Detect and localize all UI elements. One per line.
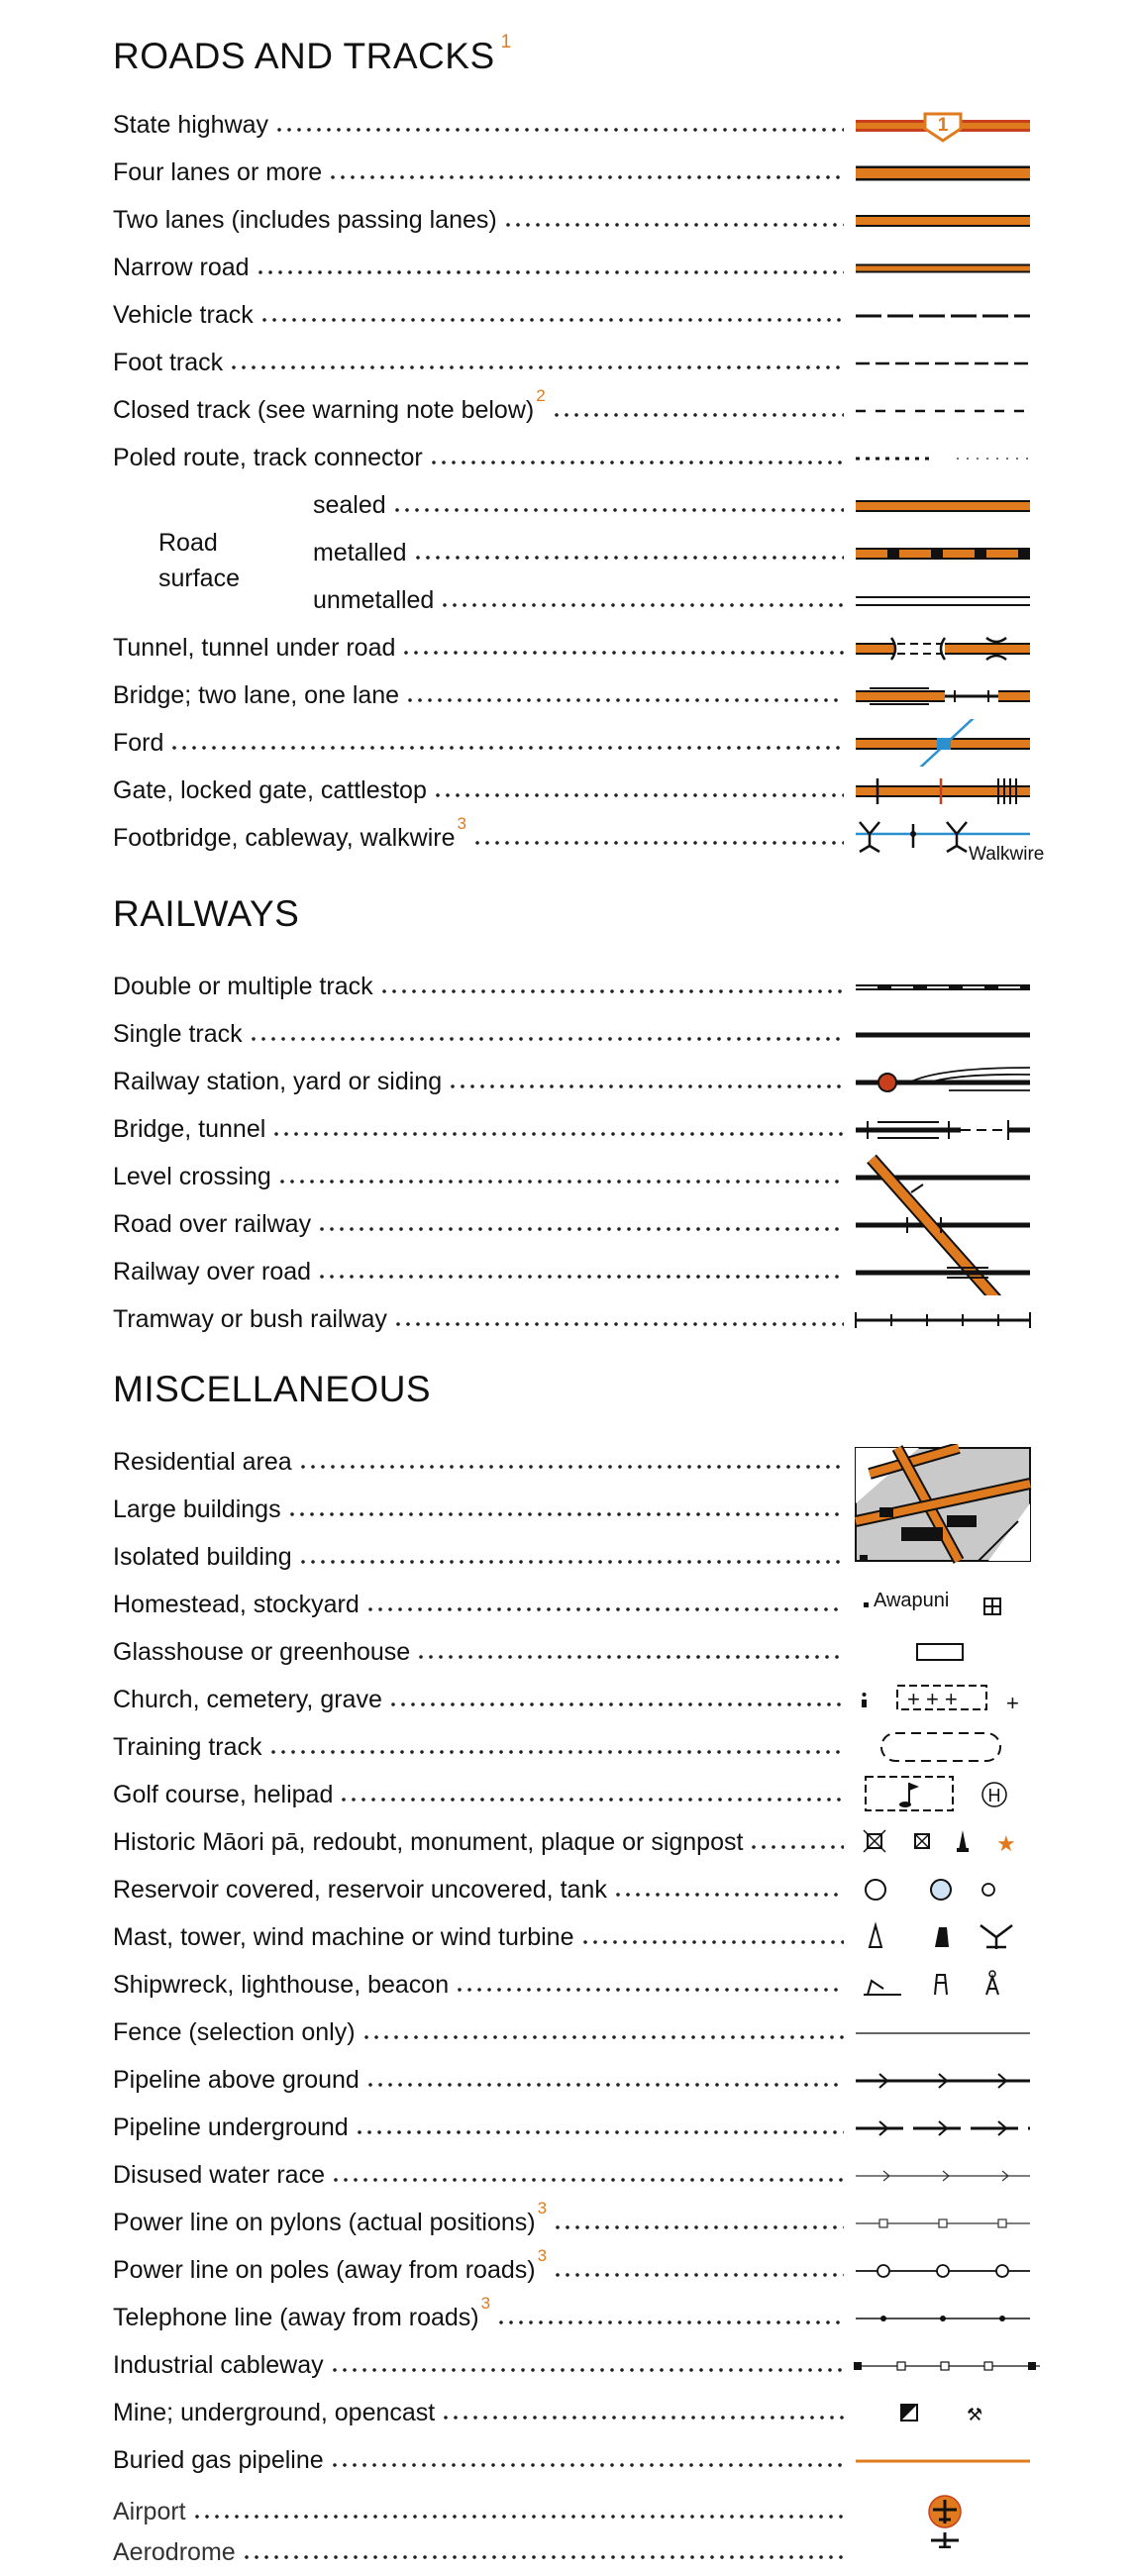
poled-route-symbol: [850, 434, 1038, 481]
legend-row-aerodrome: Aerodrome: [113, 2528, 850, 2576]
church-symbol: [850, 1676, 1038, 1723]
legend-row-vehicle-track: Vehicle track: [113, 291, 850, 339]
legend-row-pipeline-under: Pipeline underground: [113, 2104, 850, 2151]
unmetalled-symbol: [850, 576, 1038, 624]
legend-row-tramway: Tramway or bush railway: [113, 1295, 850, 1343]
pipeline-under-symbol: [850, 2104, 1038, 2151]
legend-row-tunnel: Tunnel, tunnel under road: [113, 624, 850, 671]
homestead-symbol: [850, 1581, 1038, 1628]
svg-text:+: +: [1006, 1691, 1019, 1715]
single-track-symbol: [850, 1010, 1038, 1058]
legend-row-metalled: metalled: [313, 529, 850, 576]
svg-text:H: H: [987, 1786, 1001, 1805]
narrow-road-symbol: [850, 244, 1038, 291]
legend-row-double-track: Double or multiple track: [113, 963, 850, 1010]
legend-row-cableway: Industrial cableway: [113, 2341, 850, 2389]
section-title-roads: ROADS AND TRACKS $^1$: [113, 32, 512, 76]
legend-row-level-crossing: Level crossing: [113, 1153, 850, 1200]
closed-track-symbol: [850, 386, 1038, 434]
tramway-symbol: [850, 1295, 1038, 1343]
legend-row-reservoir: Reservoir covered, reservoir uncovered, tank: [113, 1866, 850, 1913]
svg-text:+ + +: + + +: [907, 1687, 958, 1711]
legend-row-power-pylons: Power line on pylons (actual positions) $^3$: [113, 2199, 850, 2246]
telephone-symbol: [850, 2294, 1038, 2341]
svg-text:★: ★: [996, 1832, 1016, 1857]
legend-row-foot-track: Foot track: [113, 339, 850, 386]
pipeline-above-symbol: [850, 2056, 1038, 2104]
residential-map-symbol: [850, 1444, 1038, 1565]
legend-row-fence: Fence (selection only): [113, 2009, 850, 2056]
bridge-symbol: [850, 671, 1038, 719]
legend-row-telephone: Telephone line (away from roads) $^3$: [113, 2294, 850, 2341]
homestead-name: Awapuni: [874, 1590, 950, 1611]
ford-symbol: [850, 719, 1038, 767]
gas-pipeline-symbol: [850, 2436, 1038, 2484]
legend-row-footbridge: Footbridge, cableway, walkwire $^3$: [113, 814, 850, 862]
reservoir-symbol: [850, 1866, 1038, 1913]
legend-row-sealed: sealed: [313, 481, 850, 529]
section-title-misc: MISCELLANEOUS: [113, 1369, 432, 1409]
legend-row-isolated-building: Isolated building: [113, 1533, 850, 1581]
legend-row-residential: Residential area: [113, 1438, 850, 1486]
vehicle-track-symbol: [850, 291, 1038, 339]
legend-row-unmetalled: unmetalled: [313, 576, 850, 624]
water-race-symbol: [850, 2151, 1038, 2199]
gate-symbol: [850, 767, 1038, 814]
legend-row-two-lanes: Two lanes (includes passing lanes): [113, 196, 850, 244]
aerodrome-symbol: [850, 2528, 1038, 2548]
tunnel-symbol: [850, 624, 1038, 671]
legend-row-railway-over-road: Railway over road: [113, 1248, 850, 1295]
two-lanes-symbol: [850, 196, 1038, 244]
glasshouse-symbol: [850, 1628, 1038, 1676]
legend-row-glasshouse: Glasshouse or greenhouse: [113, 1628, 850, 1676]
section-title-railways: RAILWAYS: [113, 893, 300, 934]
historic-symbol: [850, 1818, 1038, 1866]
legend-row-homestead: Homestead, stockyard: [113, 1581, 850, 1628]
legend-row-railway-station: Railway station, yard or siding: [113, 1058, 850, 1105]
legend-row-state-highway: State highway: [113, 101, 850, 149]
four-lanes-symbol: [850, 149, 1038, 196]
legend-row-church: Church, cemetery, grave: [113, 1676, 850, 1723]
power-pylons-symbol: [850, 2199, 1038, 2246]
crossings-symbol: [850, 1153, 1038, 1295]
legend-row-narrow-road: Narrow road: [113, 244, 850, 291]
legend-row-road-over-railway: Road over railway: [113, 1200, 850, 1248]
road-surface-label: Road surface: [158, 529, 240, 592]
legend-row-water-race: Disused water race: [113, 2151, 850, 2199]
mine-symbol: [850, 2389, 1038, 2436]
highway-shield-number: 1: [937, 115, 949, 136]
legend-row-golf: Golf course, helipad: [113, 1771, 850, 1818]
legend-row-shipwreck: Shipwreck, lighthouse, beacon: [113, 1961, 850, 2009]
svg-text:⚒: ⚒: [967, 2405, 983, 2425]
cableway-symbol: [850, 2341, 1048, 2389]
sealed-symbol: [850, 481, 1038, 529]
metalled-symbol: [850, 529, 1038, 576]
legend-row-large-buildings: Large buildings: [113, 1486, 850, 1533]
fence-symbol: [850, 2009, 1038, 2056]
rail-bridge-symbol: [850, 1105, 1038, 1153]
footbridge-symbol: [850, 814, 1048, 868]
legend-row-gate: Gate, locked gate, cattlestop: [113, 767, 850, 814]
walkwire-caption: Walkwire: [969, 844, 1045, 865]
legend-row-gas-pipeline: Buried gas pipeline: [113, 2436, 850, 2484]
legend-row-bridge: Bridge; two lane, one lane: [113, 671, 850, 719]
legend-row-mine: Mine; underground, opencast: [113, 2389, 850, 2436]
legend-row-four-lanes: Four lanes or more: [113, 149, 850, 196]
legend-row-training-track: Training track: [113, 1723, 850, 1771]
training-track-symbol: [850, 1723, 1038, 1771]
legend-row-ford: Ford: [113, 719, 850, 767]
legend-row-power-poles: Power line on poles (away from roads) $^3$: [113, 2246, 850, 2294]
legend-row-closed-track: Closed track (see warning note below) $^2$: [113, 386, 850, 434]
legend-row-rail-bridge: Bridge, tunnel: [113, 1105, 850, 1153]
power-poles-symbol: [850, 2246, 1038, 2294]
legend-row-poled-route: Poled route, track connector: [113, 434, 850, 481]
legend-row-historic: Historic Māori pā, redoubt, monument, plaque or signpost: [113, 1818, 850, 1866]
legend-row-pipeline-above: Pipeline above ground: [113, 2056, 850, 2104]
legend-row-airport: Airport: [113, 2488, 850, 2535]
shipwreck-symbol: [850, 1961, 1038, 2009]
legend-row-single-track: Single track: [113, 1010, 850, 1058]
foot-track-symbol: [850, 339, 1038, 386]
golf-helipad-symbol: [850, 1771, 1038, 1818]
double-track-symbol: [850, 963, 1038, 1010]
mast-symbol: [850, 1913, 1038, 1961]
legend-row-mast: Mast, tower, wind machine or wind turbine: [113, 1913, 850, 1961]
railway-station-symbol: [850, 1058, 1038, 1105]
state-highway-symbol: [850, 101, 1038, 149]
